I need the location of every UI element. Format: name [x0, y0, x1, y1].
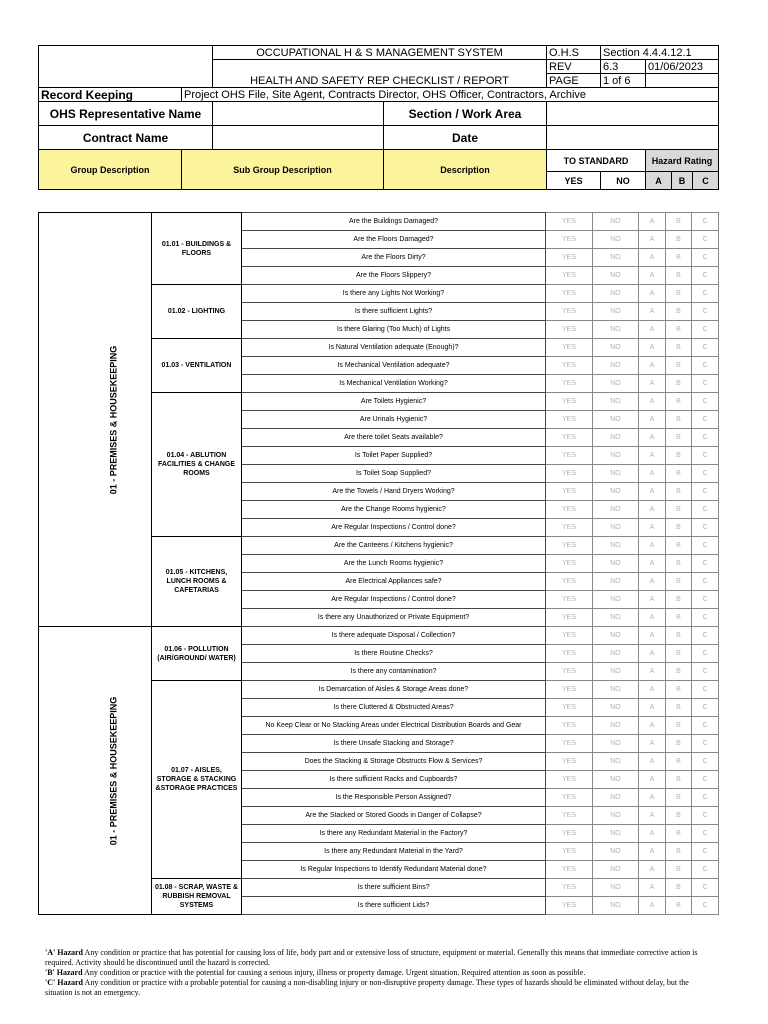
- option-yes[interactable]: YES: [546, 717, 593, 735]
- option-yes[interactable]: YES: [546, 375, 593, 393]
- option-no[interactable]: NO: [593, 411, 639, 429]
- option-c[interactable]: C: [692, 537, 719, 555]
- checklist-item: Are the Change Rooms hygienic?: [242, 501, 546, 519]
- option-no[interactable]: NO: [593, 339, 639, 357]
- option-no[interactable]: NO: [593, 483, 639, 501]
- option-no[interactable]: NO: [593, 447, 639, 465]
- section-label: Section / Work Area: [384, 102, 547, 126]
- table-row: [39, 213, 719, 231]
- option-yes[interactable]: YES: [546, 213, 593, 231]
- option-yes[interactable]: YES: [546, 519, 593, 537]
- option-no[interactable]: NO: [593, 663, 639, 681]
- option-yes[interactable]: YES: [546, 231, 593, 249]
- option-c[interactable]: C: [692, 519, 719, 537]
- checklist-item: Is there Routine Checks?: [242, 645, 546, 663]
- option-no[interactable]: NO: [593, 321, 639, 339]
- option-a[interactable]: A: [639, 897, 666, 915]
- checklist-item: Are the Lunch Rooms hygienic?: [242, 555, 546, 573]
- option-b[interactable]: B: [666, 465, 692, 483]
- rep-name-field[interactable]: [213, 102, 384, 126]
- rev-value: 6.3: [601, 60, 646, 74]
- option-yes[interactable]: YES: [546, 573, 593, 591]
- option-a[interactable]: A: [639, 447, 666, 465]
- option-no[interactable]: NO: [593, 843, 639, 861]
- option-a[interactable]: A: [639, 807, 666, 825]
- option-yes[interactable]: YES: [546, 483, 593, 501]
- option-a[interactable]: A: [639, 303, 666, 321]
- option-a[interactable]: A: [639, 609, 666, 627]
- option-a[interactable]: A: [639, 789, 666, 807]
- option-no[interactable]: NO: [593, 519, 639, 537]
- option-c[interactable]: C: [692, 681, 719, 699]
- option-b[interactable]: B: [666, 717, 692, 735]
- checklist-item: Are the Floors Slippery?: [242, 267, 546, 285]
- option-a[interactable]: A: [639, 285, 666, 303]
- option-b[interactable]: B: [666, 447, 692, 465]
- option-yes[interactable]: YES: [546, 843, 593, 861]
- option-no[interactable]: NO: [593, 537, 639, 555]
- option-a[interactable]: A: [639, 555, 666, 573]
- option-b[interactable]: B: [666, 861, 692, 879]
- option-yes[interactable]: YES: [546, 357, 593, 375]
- option-b[interactable]: B: [666, 879, 692, 897]
- checklist-item: Is Demarcation of Aisles & Storage Areas done?: [242, 681, 546, 699]
- option-yes[interactable]: YES: [546, 303, 593, 321]
- option-c[interactable]: C: [692, 807, 719, 825]
- option-no[interactable]: NO: [593, 717, 639, 735]
- option-no[interactable]: NO: [593, 303, 639, 321]
- option-no[interactable]: NO: [593, 213, 639, 231]
- option-no[interactable]: NO: [593, 735, 639, 753]
- checklist-item: Is there any Redundant Material in the Factory?: [242, 825, 546, 843]
- option-c[interactable]: C: [692, 879, 719, 897]
- report-title: HEALTH AND SAFETY REP CHECKLIST / REPORT: [213, 60, 547, 88]
- checklist-item: Are the Floors Dirty?: [242, 249, 546, 267]
- sub-group-description: 01.06 - POLLUTION (AIR/GROUND/ WATER): [152, 627, 242, 681]
- c-header: C: [693, 172, 719, 190]
- option-yes[interactable]: YES: [546, 861, 593, 879]
- checklist-item: Is Mechanical Ventilation adequate?: [242, 357, 546, 375]
- option-b[interactable]: B: [666, 537, 692, 555]
- option-b[interactable]: B: [666, 663, 692, 681]
- option-c[interactable]: C: [692, 249, 719, 267]
- option-b[interactable]: B: [666, 555, 692, 573]
- option-yes[interactable]: YES: [546, 609, 593, 627]
- checklist-item: Is Natural Ventilation adequate (Enough)?: [242, 339, 546, 357]
- checklist-item: Is there sufficient Racks and Cupboards?: [242, 771, 546, 789]
- option-b[interactable]: B: [666, 429, 692, 447]
- checklist-item: Is Mechanical Ventilation Working?: [242, 375, 546, 393]
- option-c[interactable]: C: [692, 483, 719, 501]
- checklist-item: Are Toilets Hygienic?: [242, 393, 546, 411]
- ohs-label: O.H.S: [547, 46, 601, 60]
- checklist-item: Is Toilet Paper Supplied?: [242, 447, 546, 465]
- option-a[interactable]: A: [639, 573, 666, 591]
- group-description: [39, 213, 152, 627]
- option-a[interactable]: A: [639, 591, 666, 609]
- option-b[interactable]: B: [666, 735, 692, 753]
- option-b[interactable]: B: [666, 285, 692, 303]
- checklist-item: Does the Stacking & Storage Obstructs Flow & Services?: [242, 753, 546, 771]
- system-title: OCCUPATIONAL H & S MANAGEMENT SYSTEM: [213, 46, 547, 60]
- option-c[interactable]: C: [692, 843, 719, 861]
- option-b[interactable]: B: [666, 609, 692, 627]
- option-c[interactable]: C: [692, 789, 719, 807]
- option-no[interactable]: NO: [593, 501, 639, 519]
- option-c[interactable]: C: [692, 285, 719, 303]
- option-c[interactable]: C: [692, 609, 719, 627]
- option-no[interactable]: NO: [593, 753, 639, 771]
- rep-name-label: OHS Representative Name: [39, 102, 213, 126]
- option-c[interactable]: C: [692, 645, 719, 663]
- option-a[interactable]: A: [639, 825, 666, 843]
- record-keeping-value: Project OHS File, Site Agent, Contracts Director, OHS Officer, Contractors, Archive: [182, 88, 719, 102]
- option-c[interactable]: C: [692, 591, 719, 609]
- option-a[interactable]: A: [639, 627, 666, 645]
- option-no[interactable]: NO: [593, 681, 639, 699]
- checklist-item: Is there any Redundant Material in the Yard?: [242, 843, 546, 861]
- option-c[interactable]: C: [692, 825, 719, 843]
- contract-name-label: Contract Name: [39, 126, 213, 150]
- option-c[interactable]: C: [692, 267, 719, 285]
- option-yes[interactable]: YES: [546, 627, 593, 645]
- option-a[interactable]: A: [639, 879, 666, 897]
- option-c[interactable]: C: [692, 339, 719, 357]
- rev-label: REV: [547, 60, 601, 74]
- option-c[interactable]: C: [692, 231, 719, 249]
- section-field[interactable]: [547, 102, 719, 126]
- option-b[interactable]: B: [666, 771, 692, 789]
- checklist-item: Are there toilet Seats available?: [242, 429, 546, 447]
- sub-group-description: 01.03 - VENTILATION: [152, 339, 242, 393]
- checklist-item: Is there sufficient Lights?: [242, 303, 546, 321]
- group-description-header: Group Description: [39, 150, 182, 190]
- checklist-item: Is there adequate Disposal / Collection?: [242, 627, 546, 645]
- option-yes[interactable]: YES: [546, 249, 593, 267]
- option-a[interactable]: A: [639, 717, 666, 735]
- description-header: Description: [384, 150, 547, 190]
- contract-name-field[interactable]: [213, 126, 384, 150]
- option-yes[interactable]: YES: [546, 267, 593, 285]
- option-b[interactable]: B: [666, 303, 692, 321]
- option-no[interactable]: NO: [593, 573, 639, 591]
- option-b[interactable]: B: [666, 897, 692, 915]
- checklist-item: Is there any Lights Not Working?: [242, 285, 546, 303]
- option-c[interactable]: C: [692, 465, 719, 483]
- option-a[interactable]: A: [639, 321, 666, 339]
- option-a[interactable]: A: [639, 753, 666, 771]
- option-b[interactable]: B: [666, 393, 692, 411]
- option-no[interactable]: NO: [593, 861, 639, 879]
- checklist-item: Is there any contamination?: [242, 663, 546, 681]
- option-no[interactable]: NO: [593, 627, 639, 645]
- option-b[interactable]: B: [666, 627, 692, 645]
- checklist-item: No Keep Clear or No Stacking Areas under Electrical Distribution Boards and Gear: [242, 717, 546, 735]
- option-yes[interactable]: YES: [546, 879, 593, 897]
- option-c[interactable]: C: [692, 447, 719, 465]
- checklist-table: [38, 212, 719, 915]
- option-b[interactable]: B: [666, 699, 692, 717]
- hazard-note-a: 'A' Hazard Any condition or practice that has potential for causing loss of life, body part and or extensive loss of structure, equipment or material. Generally this means that immediate corrective action is required. Activity should be discontinued until the hazard is corrected.: [45, 948, 698, 967]
- sub-group-description: 01.05 - KITCHENS, LUNCH ROOMS & CAFETARIAS: [152, 537, 242, 627]
- option-yes[interactable]: YES: [546, 681, 593, 699]
- option-no[interactable]: NO: [593, 267, 639, 285]
- option-b[interactable]: B: [666, 213, 692, 231]
- option-c[interactable]: C: [692, 699, 719, 717]
- checklist-item: Is the Responsible Person Assigned?: [242, 789, 546, 807]
- page-value: 1 of 6: [601, 74, 646, 88]
- option-c[interactable]: C: [692, 393, 719, 411]
- option-a[interactable]: A: [639, 699, 666, 717]
- option-b[interactable]: B: [666, 825, 692, 843]
- option-yes[interactable]: YES: [546, 771, 593, 789]
- option-no[interactable]: NO: [593, 609, 639, 627]
- b-header: B: [672, 172, 693, 190]
- checklist-item: Are the Canteens / Kitchens hygienic?: [242, 537, 546, 555]
- option-a[interactable]: A: [639, 645, 666, 663]
- option-a[interactable]: A: [639, 465, 666, 483]
- option-no[interactable]: NO: [593, 699, 639, 717]
- option-yes[interactable]: YES: [546, 393, 593, 411]
- option-yes[interactable]: YES: [546, 645, 593, 663]
- hazard-note-c: 'C' Hazard Any condition or practice with a probable potential for causing a non-disabling injury or non-disruptive property damage. These types of hazards should be eliminated without delay, but the situation is not an emergency.: [45, 978, 689, 997]
- option-b[interactable]: B: [666, 681, 692, 699]
- option-c[interactable]: C: [692, 429, 719, 447]
- option-no[interactable]: NO: [593, 897, 639, 915]
- option-no[interactable]: NO: [593, 465, 639, 483]
- option-yes[interactable]: YES: [546, 411, 593, 429]
- option-no[interactable]: NO: [593, 591, 639, 609]
- option-a[interactable]: A: [639, 231, 666, 249]
- no-header: NO: [601, 172, 646, 190]
- checklist-item: Are the Stacked or Stored Goods in Danger of Collapse?: [242, 807, 546, 825]
- option-a[interactable]: A: [639, 249, 666, 267]
- option-c[interactable]: C: [692, 303, 719, 321]
- option-b[interactable]: B: [666, 807, 692, 825]
- option-b[interactable]: B: [666, 339, 692, 357]
- option-no[interactable]: NO: [593, 231, 639, 249]
- hazard-note-b: 'B' Hazard Any condition or practice with the potential for causing a serious injury, illness or property damage. Urgent situation. Required attention as soon as possible.: [45, 968, 586, 977]
- option-c[interactable]: C: [692, 357, 719, 375]
- checklist-item: Are Regular Inspections / Control done?: [242, 591, 546, 609]
- checklist-item: Are Urinals Hygienic?: [242, 411, 546, 429]
- option-b[interactable]: B: [666, 753, 692, 771]
- option-b[interactable]: B: [666, 375, 692, 393]
- option-b[interactable]: B: [666, 249, 692, 267]
- option-a[interactable]: A: [639, 681, 666, 699]
- sub-group-description: 01.02 - LIGHTING: [152, 285, 242, 339]
- option-no[interactable]: NO: [593, 375, 639, 393]
- option-yes[interactable]: YES: [546, 339, 593, 357]
- option-c[interactable]: C: [692, 555, 719, 573]
- option-a[interactable]: A: [639, 843, 666, 861]
- header-logo-cell: [39, 46, 213, 88]
- option-yes[interactable]: YES: [546, 825, 593, 843]
- option-b[interactable]: B: [666, 573, 692, 591]
- sub-group-description: 01.01 - BUILDINGS & FLOORS: [152, 213, 242, 285]
- checklist-item: Is there any Unauthorized or Private Equipment?: [242, 609, 546, 627]
- a-header: A: [646, 172, 672, 190]
- option-b[interactable]: B: [666, 357, 692, 375]
- option-yes[interactable]: YES: [546, 789, 593, 807]
- group-label: 01 - PREMISES & HOUSEKEEPING: [108, 345, 119, 494]
- option-c[interactable]: C: [692, 897, 719, 915]
- option-a[interactable]: A: [639, 267, 666, 285]
- checklist-item: Is there sufficient Lids?: [242, 897, 546, 915]
- option-b[interactable]: B: [666, 483, 692, 501]
- option-no[interactable]: NO: [593, 555, 639, 573]
- option-yes[interactable]: YES: [546, 321, 593, 339]
- option-no[interactable]: NO: [593, 807, 639, 825]
- option-yes[interactable]: YES: [546, 285, 593, 303]
- sub-group-description: 01.08 - SCRAP, WASTE & RUBBISH REMOVAL SYSTEMS: [152, 879, 242, 915]
- section-ref: Section 4.4.4.12.1: [601, 46, 719, 60]
- option-a[interactable]: A: [639, 537, 666, 555]
- yes-header: YES: [547, 172, 601, 190]
- checklist-item: Are the Floors Damaged?: [242, 231, 546, 249]
- option-no[interactable]: NO: [593, 249, 639, 267]
- date-field[interactable]: [547, 126, 719, 150]
- group-label: 01 - PREMISES & HOUSEKEEPING: [108, 696, 119, 845]
- option-a[interactable]: A: [639, 771, 666, 789]
- option-b[interactable]: B: [666, 789, 692, 807]
- option-a[interactable]: A: [639, 861, 666, 879]
- option-yes[interactable]: YES: [546, 537, 593, 555]
- option-yes[interactable]: YES: [546, 897, 593, 915]
- hazard-rating-header: Hazard Rating: [646, 150, 719, 172]
- option-c[interactable]: C: [692, 717, 719, 735]
- option-a[interactable]: A: [639, 339, 666, 357]
- option-a[interactable]: A: [639, 393, 666, 411]
- option-no[interactable]: NO: [593, 879, 639, 897]
- option-c[interactable]: C: [692, 663, 719, 681]
- checklist-item: Are the Buildings Damaged?: [242, 213, 546, 231]
- form-header: [38, 45, 719, 190]
- option-yes[interactable]: YES: [546, 465, 593, 483]
- option-c[interactable]: C: [692, 375, 719, 393]
- option-b[interactable]: B: [666, 411, 692, 429]
- option-a[interactable]: A: [639, 501, 666, 519]
- option-yes[interactable]: YES: [546, 807, 593, 825]
- option-yes[interactable]: YES: [546, 699, 593, 717]
- option-b[interactable]: B: [666, 267, 692, 285]
- sub-group-header: Sub Group Description: [182, 150, 384, 190]
- option-yes[interactable]: YES: [546, 753, 593, 771]
- option-no[interactable]: NO: [593, 393, 639, 411]
- option-yes[interactable]: YES: [546, 663, 593, 681]
- rev-date: 01/06/2023: [646, 60, 719, 74]
- option-b[interactable]: B: [666, 231, 692, 249]
- hazard-notes: [45, 948, 715, 998]
- option-a[interactable]: A: [639, 411, 666, 429]
- option-c[interactable]: C: [692, 501, 719, 519]
- checklist-item: Is Toilet Soap Supplied?: [242, 465, 546, 483]
- option-c[interactable]: C: [692, 861, 719, 879]
- checklist-item: Is there Unsafe Stacking and Storage?: [242, 735, 546, 753]
- option-b[interactable]: B: [666, 645, 692, 663]
- option-a[interactable]: A: [639, 357, 666, 375]
- sub-group-description: 01.07 - AISLES, STORAGE & STACKING &STORAGE PRACTICES: [152, 681, 242, 879]
- option-no[interactable]: NO: [593, 357, 639, 375]
- page-label: PAGE: [547, 74, 601, 88]
- option-a[interactable]: A: [639, 213, 666, 231]
- option-b[interactable]: B: [666, 501, 692, 519]
- option-c[interactable]: C: [692, 771, 719, 789]
- to-standard-header: TO STANDARD: [547, 150, 646, 172]
- date-label: Date: [384, 126, 547, 150]
- option-no[interactable]: NO: [593, 429, 639, 447]
- option-c[interactable]: C: [692, 321, 719, 339]
- checklist-item: Is there Cluttered & Obstructed Areas?: [242, 699, 546, 717]
- option-b[interactable]: B: [666, 591, 692, 609]
- option-no[interactable]: NO: [593, 771, 639, 789]
- group-description: [39, 627, 152, 915]
- option-a[interactable]: A: [639, 735, 666, 753]
- option-yes[interactable]: YES: [546, 555, 593, 573]
- option-yes[interactable]: YES: [546, 501, 593, 519]
- option-no[interactable]: NO: [593, 285, 639, 303]
- option-yes[interactable]: YES: [546, 735, 593, 753]
- option-c[interactable]: C: [692, 411, 719, 429]
- option-a[interactable]: A: [639, 483, 666, 501]
- checklist-item: Is Regular Inspections to Identify Redundant Material done?: [242, 861, 546, 879]
- record-keeping-label: Record Keeping: [39, 88, 182, 102]
- option-no[interactable]: NO: [593, 645, 639, 663]
- option-no[interactable]: NO: [593, 789, 639, 807]
- option-yes[interactable]: YES: [546, 591, 593, 609]
- page-blank: [646, 74, 719, 88]
- option-b[interactable]: B: [666, 843, 692, 861]
- option-yes[interactable]: YES: [546, 429, 593, 447]
- sub-group-description: 01.04 - ABLUTION FACILITIES & CHANGE ROOMS: [152, 393, 242, 537]
- option-a[interactable]: A: [639, 519, 666, 537]
- checklist-item: Are the Towels / Hand Dryers Working?: [242, 483, 546, 501]
- option-c[interactable]: C: [692, 573, 719, 591]
- option-a[interactable]: A: [639, 375, 666, 393]
- checklist-item: Is there Glaring (Too Much) of Lights: [242, 321, 546, 339]
- checklist-item: Is there sufficient Bins?: [242, 879, 546, 897]
- option-no[interactable]: NO: [593, 825, 639, 843]
- table-row: [39, 627, 719, 645]
- option-a[interactable]: A: [639, 429, 666, 447]
- option-a[interactable]: A: [639, 663, 666, 681]
- option-c[interactable]: C: [692, 753, 719, 771]
- option-c[interactable]: C: [692, 213, 719, 231]
- option-c[interactable]: C: [692, 627, 719, 645]
- option-b[interactable]: B: [666, 519, 692, 537]
- checklist-item: Are Regular Inspections / Control done?: [242, 519, 546, 537]
- option-c[interactable]: C: [692, 735, 719, 753]
- option-yes[interactable]: YES: [546, 447, 593, 465]
- checklist-item: Are Electrical Appliances safe?: [242, 573, 546, 591]
- option-b[interactable]: B: [666, 321, 692, 339]
